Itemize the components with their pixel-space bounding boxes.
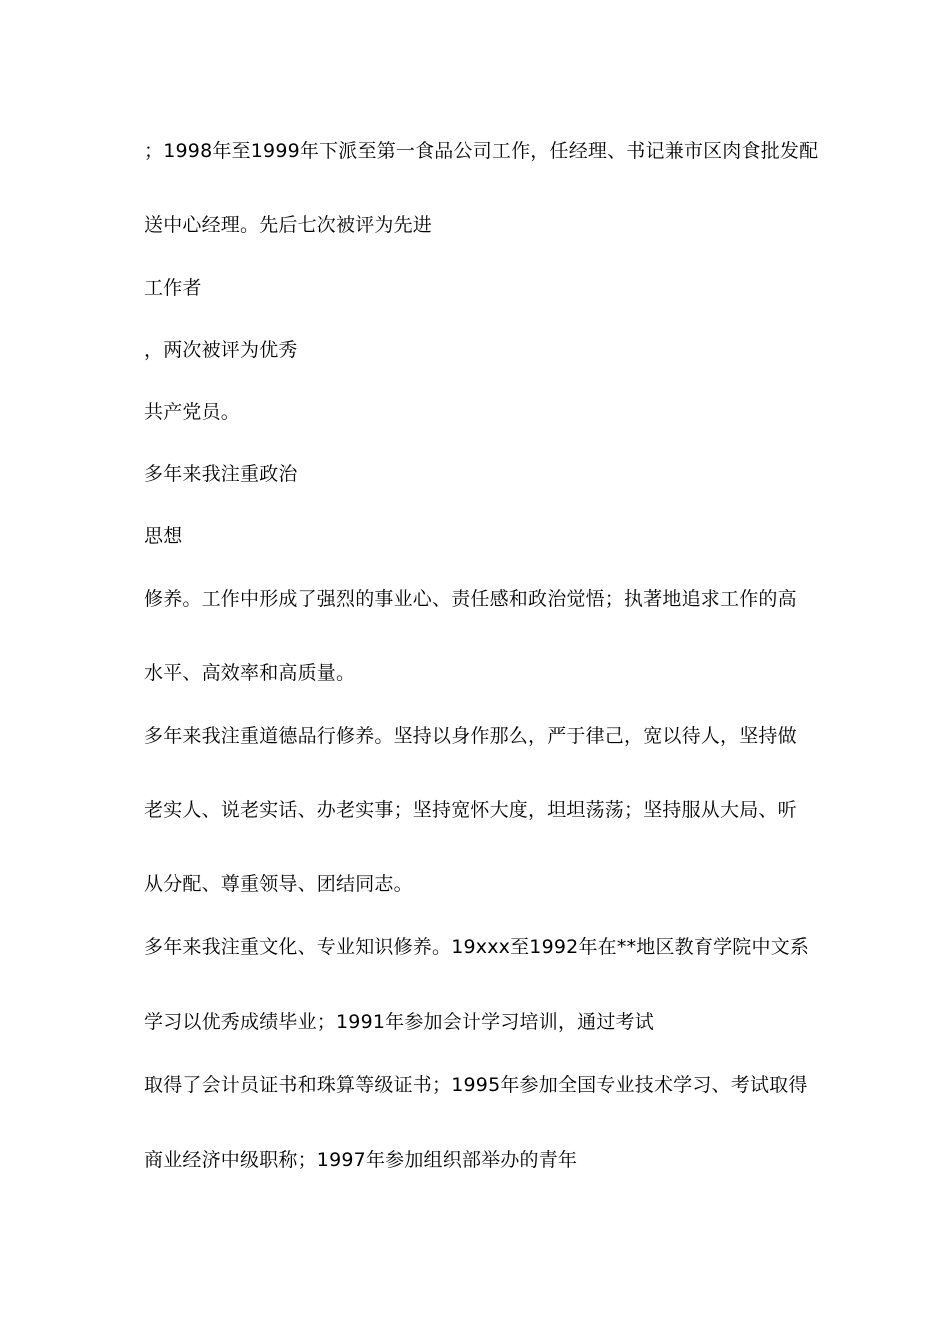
text-line: 思想 xyxy=(144,525,183,547)
text-line: 共产党员。 xyxy=(144,401,241,423)
text-line: 修养。工作中形成了强烈的事业心、责任感和政治觉悟；执著地追求工作的高 xyxy=(144,588,797,610)
text-line: 学习以优秀成绩毕业；1991年参加会计学习培训，通过考试 xyxy=(144,1011,654,1033)
text-line: 多年来我注重文化、专业知识修养。19xxx至1992年在**地区教育学院中文系 xyxy=(144,936,810,958)
text-line: 从分配、尊重领导、团结同志。 xyxy=(144,873,413,895)
text-line: 多年来我注重道德品行修养。坚持以身作那么，严于律己，宽以待人，坚持做 xyxy=(144,725,797,747)
text-line: 取得了会计员证书和珠算等级证书；1995年参加全国专业技术学习、考试取得 xyxy=(144,1074,808,1096)
text-line: 老实人、说老实话、办老实事；坚持宽怀大度，坦坦荡荡；坚持服从大局、听 xyxy=(144,799,797,821)
text-line: 商业经济中级职称；1997年参加组织部举办的青年 xyxy=(144,1149,578,1171)
text-line: 送中心经理。先后七次被评为先进 xyxy=(144,214,433,236)
text-line: 水平、高效率和高质量。 xyxy=(144,662,356,684)
text-line: ；1998年至1999年下派至第一食品公司工作，任经理、书记兼市区肉食批发配 xyxy=(144,140,819,162)
text-line: ，两次被评为优秀 xyxy=(144,339,298,361)
text-line: 工作者 xyxy=(144,277,202,299)
text-line: 多年来我注重政治 xyxy=(144,463,298,485)
